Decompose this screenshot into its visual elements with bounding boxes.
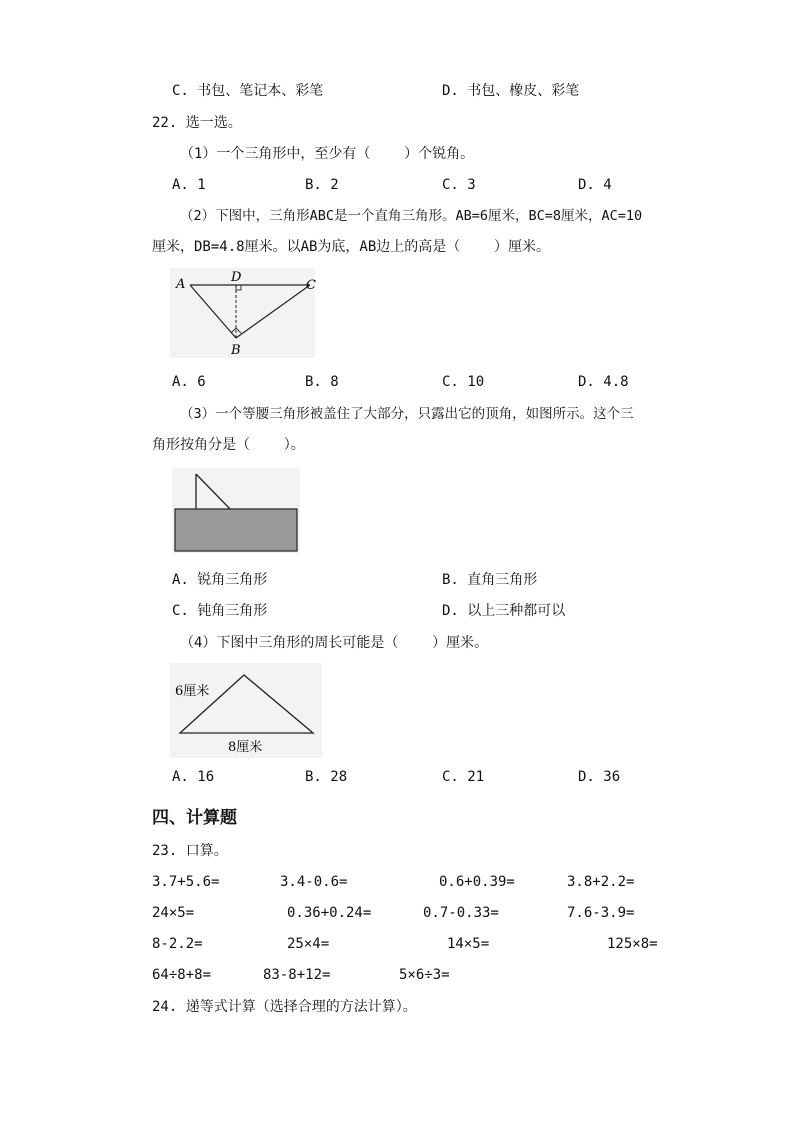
q22-4-option-a: A. 16	[172, 769, 215, 785]
calc-item: 7.6-3.9=	[567, 905, 635, 921]
calc-item: 83-8+12=	[263, 967, 331, 983]
vertex-c-label: C	[306, 278, 316, 293]
vertex-b-label: B	[231, 343, 241, 358]
calc-item: 0.7-0.33=	[423, 905, 499, 921]
q22-1-option-c: C. 3	[442, 177, 476, 193]
q23-title: 23. 口算。	[152, 843, 228, 859]
q22-1-option-d: D. 4	[578, 177, 612, 193]
calc-item: 24×5=	[152, 905, 195, 921]
q22-2-stem-line1: （2）下图中，三角形ABC是一个直角三角形。AB=6厘米，BC=8厘米，AC=10	[180, 208, 643, 224]
q21-option-c: C. 书包、笔记本、彩笔	[172, 83, 324, 99]
q22-3-option-a: A. 锐角三角形	[172, 572, 268, 588]
calc-item: 3.7+5.6=	[152, 874, 220, 890]
q22-1-stem: （1）一个三角形中，至少有（ ）个锐角。	[180, 146, 475, 162]
q24-title: 24. 递等式计算（选择合理的方法计算）。	[152, 999, 417, 1015]
q22-3-stem-line2: 角形按角分是（ ）。	[152, 437, 305, 453]
calc-item: 5×6÷3=	[399, 967, 450, 983]
section-heading: 四、计算题	[152, 808, 237, 828]
q22-4-option-d: D. 36	[578, 769, 621, 785]
q22-4-option-c: C. 21	[442, 769, 485, 785]
q22-3-option-c: C. 钝角三角形	[172, 603, 268, 619]
calc-item: 64÷8+8=	[152, 967, 212, 983]
covered-isosceles-triangle-figure	[172, 468, 300, 553]
calc-item: 0.6+0.39=	[439, 874, 515, 890]
calc-item: 0.36+0.24=	[287, 905, 372, 921]
vertex-d-label: D	[231, 270, 242, 285]
q22-2-option-c: C. 10	[442, 374, 485, 390]
q22-1-option-a: A. 1	[172, 177, 206, 193]
q21-option-d: D. 书包、橡皮、彩笔	[442, 83, 580, 99]
q22-3-option-b: B. 直角三角形	[442, 572, 538, 588]
triangle-perimeter-figure	[170, 663, 322, 758]
q22-2-stem-line2: 厘米，DB=4.8厘米。以AB为底，AB边上的高是（ ）厘米。	[152, 239, 551, 255]
calc-item: 14×5=	[447, 936, 490, 952]
q22-1-option-b: B. 2	[305, 177, 339, 193]
vertex-a-label: A	[176, 277, 186, 292]
q22-3-option-d: D. 以上三种都可以	[442, 603, 566, 619]
right-triangle-abc-figure	[170, 268, 315, 358]
calc-item: 8-2.2=	[152, 936, 203, 952]
q22-2-option-b: B. 8	[305, 374, 339, 390]
q22-title: 22. 选一选。	[152, 115, 242, 131]
q22-4-stem: （4）下图中三角形的周长可能是（ ）厘米。	[180, 635, 489, 651]
q22-2-option-d: D. 4.8	[578, 374, 629, 390]
q22-3-stem-line1: （3）一个等腰三角形被盖住了大部分，只露出它的顶角，如图所示。这个三	[180, 406, 634, 422]
side-length-label: 6厘米	[175, 684, 210, 699]
calc-item: 125×8=	[607, 936, 658, 952]
calc-item: 3.8+2.2=	[567, 874, 635, 890]
q22-4-option-b: B. 28	[305, 769, 348, 785]
calc-item: 3.4-0.6=	[280, 874, 348, 890]
calc-item: 25×4=	[287, 936, 330, 952]
base-length-label: 8厘米	[228, 740, 263, 755]
q22-2-option-a: A. 6	[172, 374, 206, 390]
